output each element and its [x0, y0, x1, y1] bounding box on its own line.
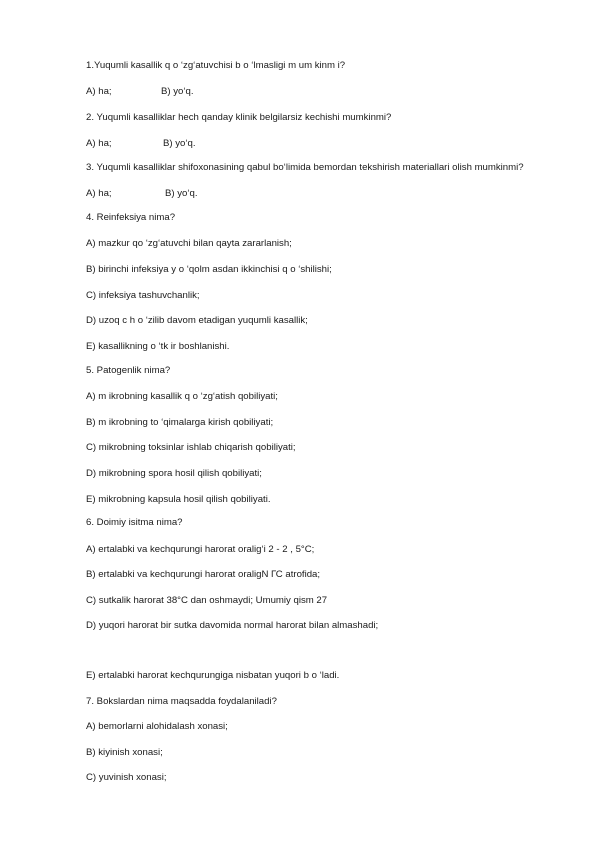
q6-option-a: A) ertalabki va kechqurungi harorat oralig‘i 2 - 2 , 5°C; [86, 544, 315, 555]
option-b: B) yo‘q. [161, 86, 194, 97]
option-a: A) ha; [86, 138, 112, 149]
q5-option-d: D) mikrobning spora hosil qilish qobiliyati; [86, 468, 262, 479]
q5-option-c: C) mikrobning toksinlar ishlab chiqarish qobiliyati; [86, 442, 296, 453]
question-5: 5. Patogenlik nima? [86, 365, 171, 376]
q7-option-a: A) bemorlarni alohidalash xonasi; [86, 721, 228, 732]
question-2: 2. Yuqumli kasalliklar hech qanday klinik belgilarsiz kechishi mumkinmi? [86, 112, 392, 123]
q6-option-d: D) yuqori harorat bir sutka davomida normal harorat bilan almashadi; [86, 620, 379, 631]
question-1: 1.Yuqumli kasallik q o ‘zg‘atuvchisi b o ‘lmasligi m um kinm i? [86, 60, 346, 71]
q5-option-a: A) m ikrobning kasallik q o ‘zg‘atish qobiliyati; [86, 391, 278, 402]
q5-option-e: E) mikrobning kapsula hosil qilish qobiliyati. [86, 494, 271, 505]
answer-row-3 [86, 188, 198, 200]
q4-option-a: A) mazkur qo ‘zg‘atuvchi bilan qayta zararlanish; [86, 238, 292, 249]
answer-row-2 [86, 138, 196, 150]
option-b: B) yo‘q. [165, 188, 198, 199]
q4-option-d: D) uzoq c h o ‘zilib davom etadigan yuqumli kasallik; [86, 315, 308, 326]
q6-option-c: C) sutkalik harorat 38°C dan oshmaydi; Umumiy qism 27 [86, 595, 328, 606]
q4-option-b: B) birinchi infeksiya y o ‘qolm asdan ikkinchisi q o ‘shilishi; [86, 264, 332, 275]
q7-option-c: C) yuvinish xonasi; [86, 772, 167, 783]
q6-option-b: B) ertalabki va kechqurungi harorat oraligN ГС atrofida; [86, 569, 321, 580]
question-3: 3. Yuqumli kasalliklar shifoxonasining qabul bo‘limida bemordan tekshirish materiallari olish mumkinmi? [86, 162, 524, 173]
q7-option-b: B) kiyinish xonasi; [86, 747, 163, 758]
question-7: 7. Bokslardan nima maqsadda foydalaniladi? [86, 696, 277, 707]
option-a: A) ha; [86, 86, 112, 97]
option-a: A) ha; [86, 188, 112, 199]
question-6: 6. Doimiy isitma nima? [86, 517, 183, 528]
q4-option-c: C) infeksiya tashuvchanlik; [86, 290, 200, 301]
option-b: B) yo‘q. [163, 138, 196, 149]
q4-option-e: E) kasallikning o ‘tk ir boshlanishi. [86, 341, 230, 352]
answer-row-1 [86, 86, 194, 98]
question-4: 4. Reinfeksiya nima? [86, 212, 176, 223]
q5-option-b: B) m ikrobning to ‘qimalarga kirish qobiliyati; [86, 417, 274, 428]
q6-option-e: E) ertalabki harorat kechqurungiga nisbatan yuqori b o ‘ladi. [86, 670, 340, 681]
